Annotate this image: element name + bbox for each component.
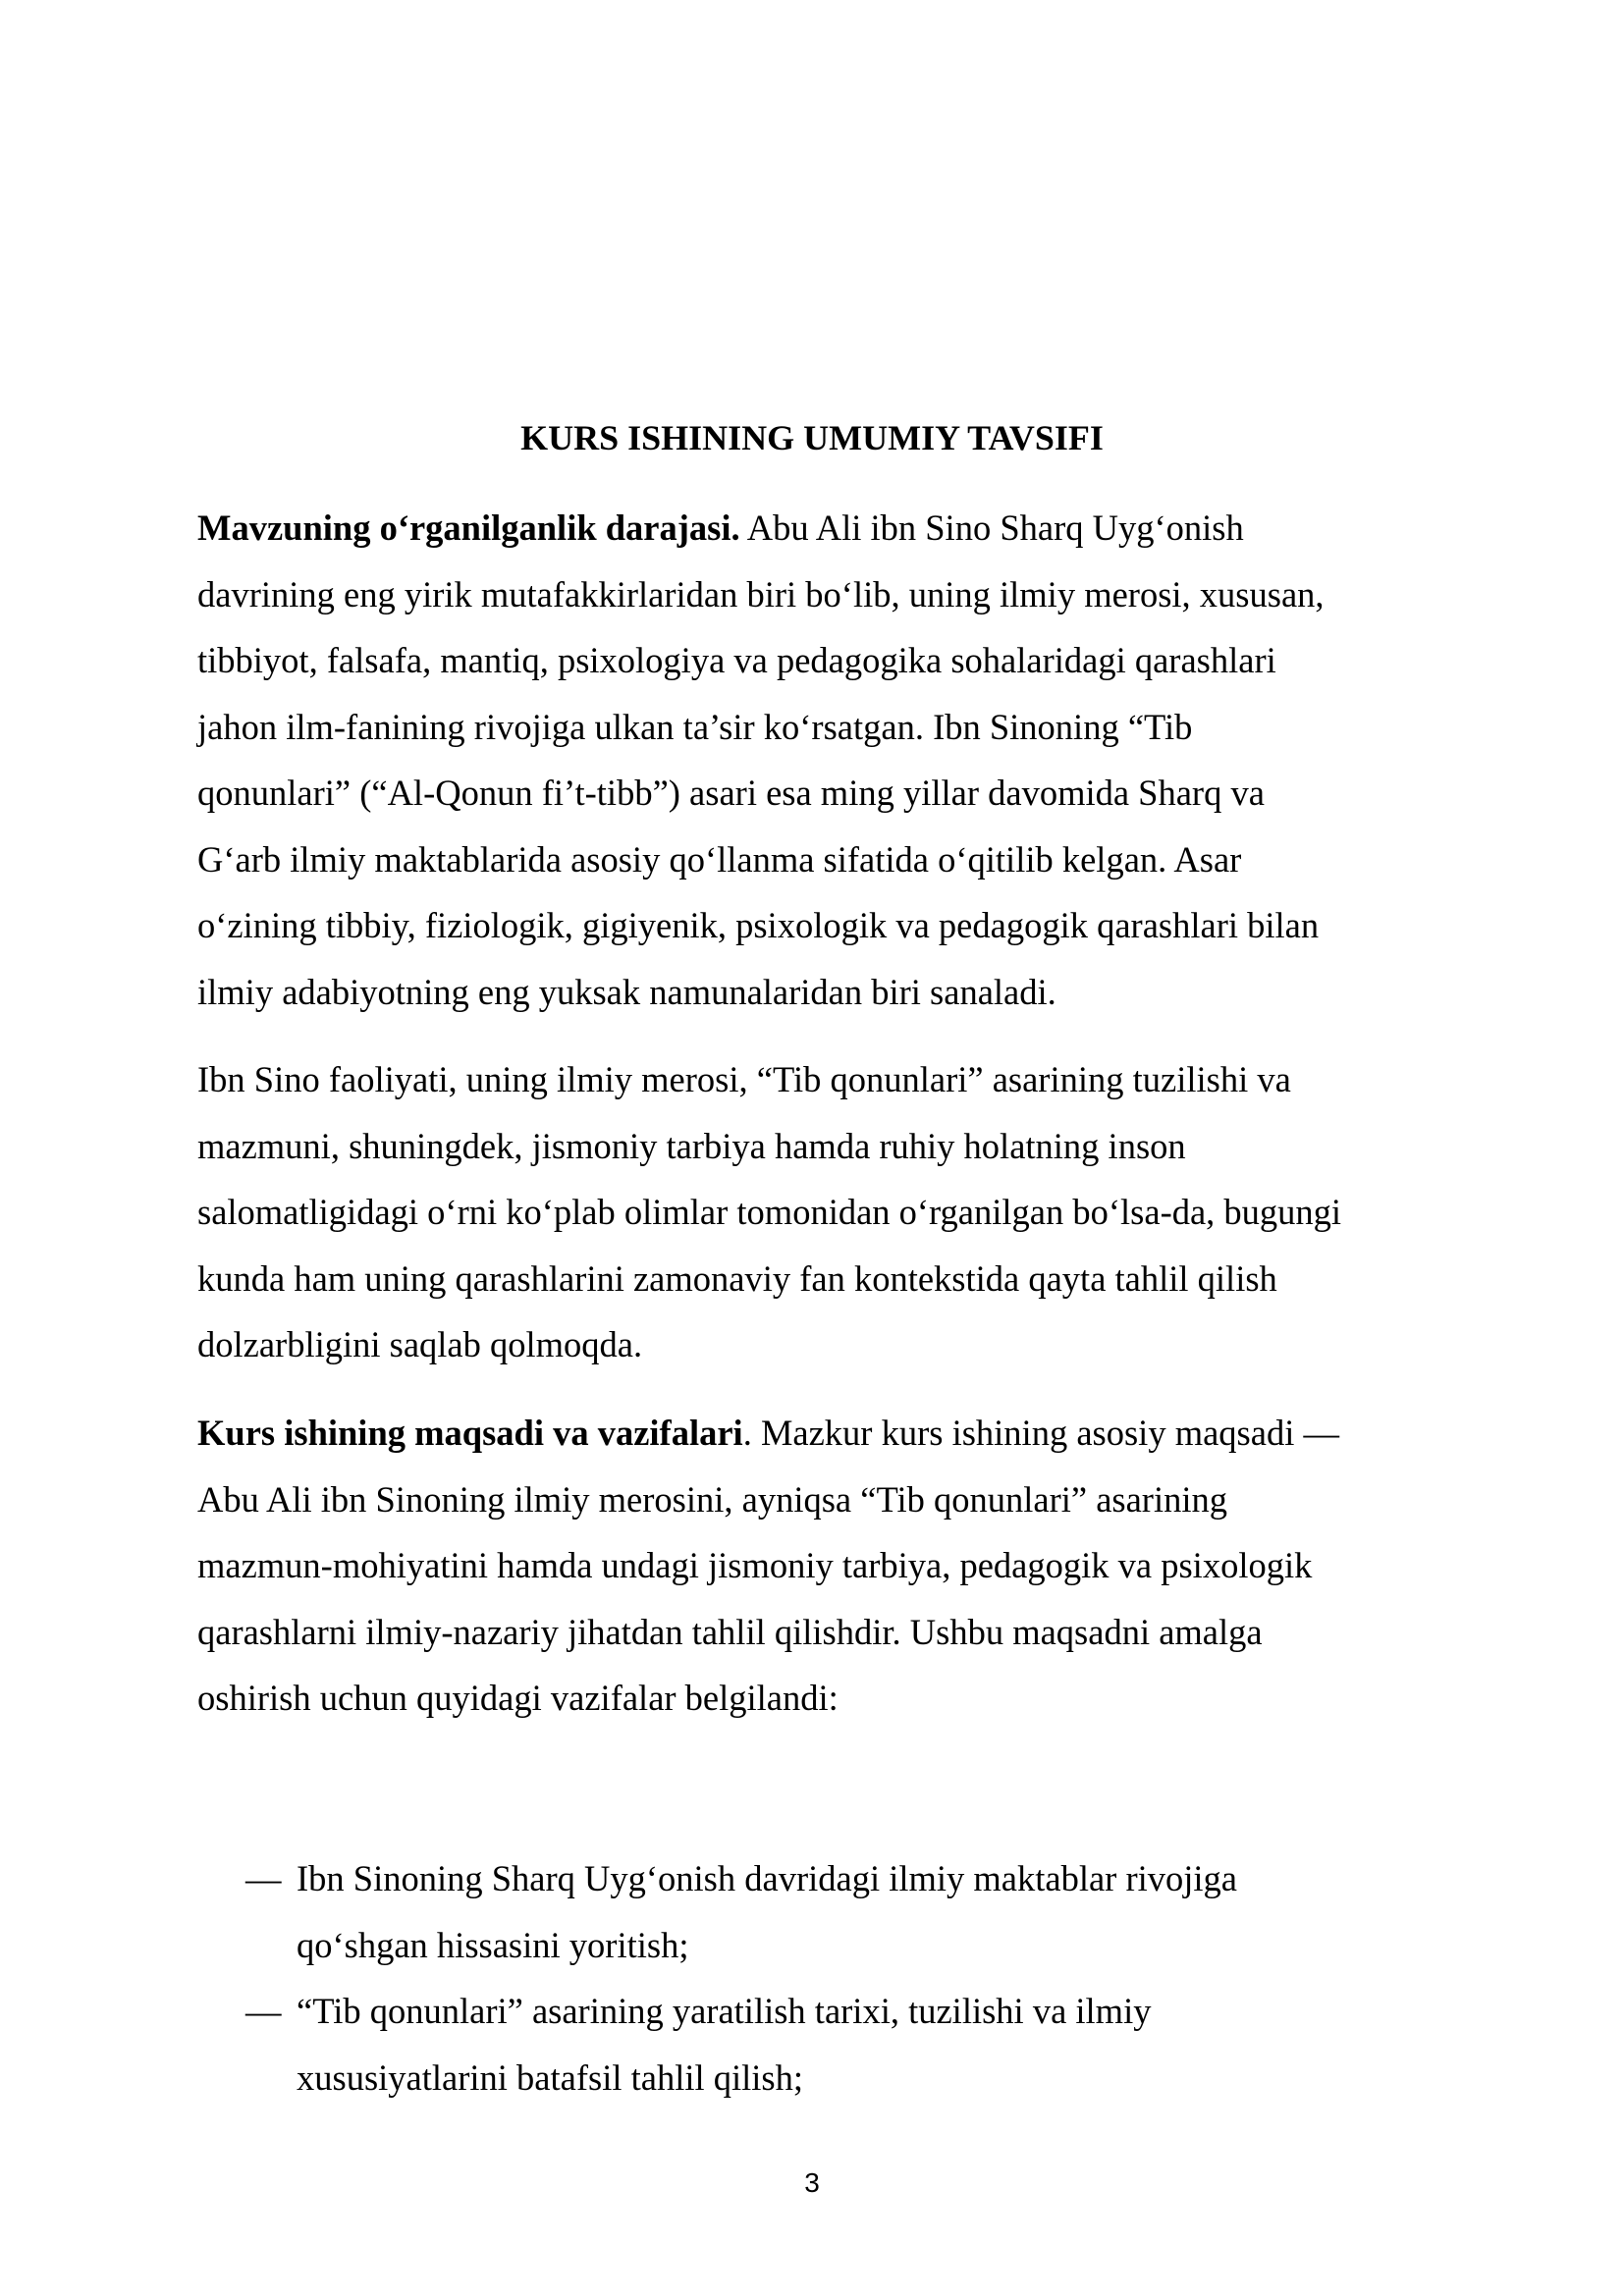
paragraph-relevance [197,1046,1474,1378]
page-title: KURS ISHINING UMUMIY TAVSIFI [520,418,1104,457]
paragraph-study-level [197,495,1474,1025]
dash-bullet: — [245,1858,282,1898]
list-item-continuation: qo‘shgan hissasini yoritish; [297,1924,689,1965]
paragraph-line: mazmun-mohiyatini hamda undagi jismoniy tarbiya, pedagogik va psixologik [197,1545,1313,1585]
paragraph-line: jahon ilm-fanining rivojiga ulkan ta’sir ko‘rsatgan. Ibn Sinoning “Tib [197,706,1193,747]
paragraph-line: qonunlari” (“Al-Qonun fi’t-tibb”) asari esa ming yillar davomida Sharq va [197,773,1265,813]
paragraph-line: davrining eng yirik mutafakkirlaridan biri bo‘lib, uning ilmiy merosi, xususan, [197,573,1325,614]
paragraph-line [197,1400,1474,1467]
paragraph-line: salomatligidagi o‘rni ko‘plab olimlar tomonidan o‘rganilgan bo‘lsa-da, bugungi [197,1192,1342,1232]
list-item-text: Ibn Sinoning Sharq Uyg‘onish davridagi ilmiy maktablar rivojiga [297,1858,1237,1898]
paragraph-goals [197,1400,1474,1732]
paragraph-line: qarashlarni ilmiy-nazariy jihatdan tahlil qilishdir. Ushbu maqsadni amalga [197,1611,1263,1652]
paragraph-text: . Mazkur kurs ishining asosiy maqsadi — [742,1413,1339,1453]
paragraph-line [197,495,1474,561]
list-item-continuation: xususiyatlarini batafsil tahlil qilish; [297,2056,804,2098]
section-heading-study-level: Mavzuning o‘rganilganlik darajasi. [197,507,740,548]
paragraph-line: Ibn Sino faoliyati, uning ilmiy merosi, “Tib qonunlari” asarining tuzilishi va [197,1059,1291,1099]
list-item-text: “Tib qonunlari” asarining yaratilish tarixi, tuzilishi va ilmiy [297,1991,1152,2031]
paragraph-line: tibbiyot, falsafa, mantiq, psixologiya va pedagogika sohalaridagi qarashlari [197,640,1276,680]
page-number: 3 [804,2167,820,2198]
paragraph-line: oshirish uchun quyidagi vazifalar belgilandi: [197,1678,839,1718]
paragraph-text: Abu Ali ibn Sino Sharq Uyg‘onish [739,507,1244,548]
paragraph-line: ilmiy adabiyotning eng yuksak namunalaridan biri sanaladi. [197,971,1056,1012]
paragraph-line: kunda ham uning qarashlarini zamonaviy fan kontekstida qayta tahlil qilish [197,1257,1277,1299]
paragraph-line: o‘zining tibbiy, fiziologik, gigiyenik, psixologik va pedagogik qarashlari bilan [197,905,1320,945]
paragraph-line: mazmuni, shuningdek, jismoniy tarbiya hamda ruhiy holatning inson [197,1125,1186,1166]
paragraph-line: G‘arb ilmiy maktablarida asosiy qo‘llanma sifatida o‘qitilib kelgan. Asar [197,838,1242,880]
list-item-first-line [245,1991,1151,2031]
list-item [245,1845,1483,1978]
task-list [245,1845,1483,2110]
dash-bullet: — [245,1991,282,2031]
list-item-first-line [245,1858,1237,1898]
list-item [245,1978,1483,2110]
paragraph-line: Abu Ali ibn Sinoning ilmiy merosini, ayniqsa “Tib qonunlari” asarining [197,1478,1227,1520]
paragraph-line: dolzarbligini saqlab qolmoqda. [197,1324,643,1364]
section-heading-goals: Kurs ishining maqsadi va vazifalari [197,1413,743,1453]
